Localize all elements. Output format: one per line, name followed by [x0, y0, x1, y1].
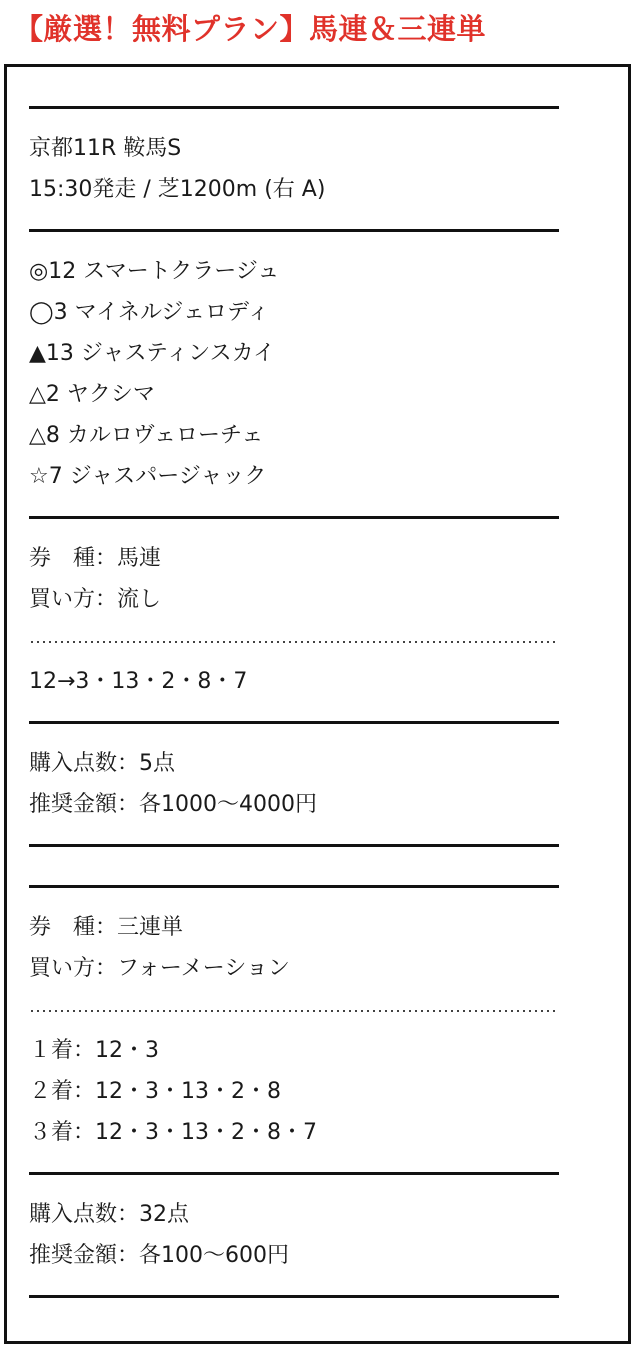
race-info: 15:30発走 / 芝1200m (右 A)	[29, 177, 326, 202]
bet2-amount: 推奨金額：各100〜600円	[29, 1243, 289, 1268]
bet1-points: 購入点数：5点	[29, 751, 175, 776]
dotted-divider	[29, 620, 559, 661]
divider	[29, 702, 559, 743]
divider	[29, 825, 559, 866]
pick-renka-2: △8 カルロヴェローチェ	[29, 423, 264, 448]
bet1-type: 券 種：馬連	[29, 546, 162, 571]
bet2-first: １着：12・3	[29, 1038, 159, 1063]
bet1-combo: 12→3・13・2・8・7	[29, 669, 248, 694]
pick-hoshi: ☆7 ジャスパージャック	[29, 464, 267, 489]
prediction-content	[29, 87, 559, 1317]
bet2-type: 券 種：三連単	[29, 915, 184, 940]
pick-tanana: ▲13 ジャスティンスカイ	[29, 341, 275, 366]
bet2-third: ３着：12・3・13・2・8・7	[29, 1120, 317, 1145]
divider	[29, 210, 559, 251]
bet1-amount: 推奨金額：各1000〜4000円	[29, 792, 317, 817]
divider	[29, 497, 559, 538]
pick-taikou: ◯3 マイネルジェロディ	[29, 300, 270, 325]
bet2-method: 買い方：フォーメーション	[29, 956, 290, 981]
bet2-second: ２着：12・3・13・2・8	[29, 1079, 281, 1104]
divider	[29, 866, 559, 907]
divider	[29, 1153, 559, 1194]
bet1-method: 買い方：流し	[29, 587, 162, 612]
page-title: 【厳選！無料プラン】馬連＆三連単	[14, 12, 487, 46]
race-name: 京都11R 鞍馬S	[29, 136, 182, 161]
dotted-divider	[29, 989, 559, 1030]
pick-renka-1: △2 ヤクシマ	[29, 382, 155, 407]
bet2-points: 購入点数：32点	[29, 1202, 189, 1227]
divider	[29, 87, 559, 128]
prediction-card	[4, 64, 631, 1344]
pick-honmei: ◎12 スマートクラージュ	[29, 259, 280, 284]
divider	[29, 1276, 559, 1317]
